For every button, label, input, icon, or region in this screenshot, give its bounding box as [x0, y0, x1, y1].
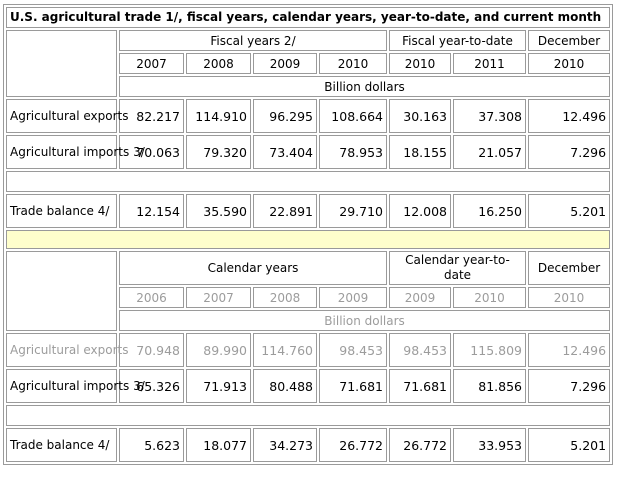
data-cell: 81.856: [453, 369, 526, 403]
data-cell: 73.404: [253, 135, 317, 169]
header-fiscal-years: Fiscal years 2/: [119, 30, 387, 51]
data-cell: 26.772: [389, 428, 451, 462]
data-cell: 16.250: [453, 194, 526, 228]
data-cell: 98.453: [319, 333, 387, 367]
data-cell: 18.155: [389, 135, 451, 169]
blank-row: [6, 171, 610, 192]
row-label: Agricultural imports 3/: [6, 135, 117, 169]
header-december: December: [528, 30, 610, 51]
data-cell: 114.760: [253, 333, 317, 367]
table-title: U.S. agricultural trade 1/, fiscal years, calendar years, year-to-date, and current month: [6, 7, 610, 28]
data-cell: 79.320: [186, 135, 251, 169]
data-cell: 70.063: [119, 135, 184, 169]
header-calendar-years: Calendar years: [119, 251, 387, 285]
data-cell: 12.008: [389, 194, 451, 228]
unit-label: Billion dollars: [119, 310, 610, 331]
blank-row: [6, 405, 610, 426]
row-label: Agricultural imports 3/: [6, 369, 117, 403]
year-header: 2009: [253, 53, 317, 74]
data-cell: 37.308: [453, 99, 526, 133]
header-fiscal-year-to-date: Fiscal year-to-date: [389, 30, 526, 51]
data-cell: 71.681: [389, 369, 451, 403]
data-cell: 115.809: [453, 333, 526, 367]
data-cell: 26.772: [319, 428, 387, 462]
row-label: Agricultural exports: [6, 333, 117, 367]
data-cell: 5.201: [528, 194, 610, 228]
year-header: 2010: [319, 53, 387, 74]
section-separator: [6, 230, 610, 249]
data-cell: 7.296: [528, 135, 610, 169]
header-calendar-year-to-date: Calendar year-to-date: [389, 251, 526, 285]
year-header: 2010: [528, 287, 610, 308]
year-header: 2009: [319, 287, 387, 308]
data-cell: 5.201: [528, 428, 610, 462]
row-label: Agricultural exports: [6, 99, 117, 133]
trade-table-container: [3, 4, 611, 465]
year-header: 2007: [186, 287, 251, 308]
row-label: Trade balance 4/: [6, 428, 117, 462]
data-cell: 96.295: [253, 99, 317, 133]
year-header: 2011: [453, 53, 526, 74]
data-cell: 22.891: [253, 194, 317, 228]
year-header: 2010: [453, 287, 526, 308]
data-cell: 18.077: [186, 428, 251, 462]
year-header: 2007: [119, 53, 184, 74]
year-header: 2008: [253, 287, 317, 308]
data-cell: 12.496: [528, 99, 610, 133]
agricultural-trade-table: [3, 4, 613, 465]
data-cell: 34.273: [253, 428, 317, 462]
data-cell: 114.910: [186, 99, 251, 133]
year-header: 2006: [119, 287, 184, 308]
header-december: December: [528, 251, 610, 285]
year-header: 2010: [528, 53, 610, 74]
data-cell: 80.488: [253, 369, 317, 403]
data-cell: 35.590: [186, 194, 251, 228]
data-cell: 12.154: [119, 194, 184, 228]
data-cell: 71.681: [319, 369, 387, 403]
data-cell: 29.710: [319, 194, 387, 228]
data-cell: 98.453: [389, 333, 451, 367]
data-cell: 33.953: [453, 428, 526, 462]
unit-label: Billion dollars: [119, 76, 610, 97]
data-cell: 70.948: [119, 333, 184, 367]
corner-cell: [6, 251, 117, 331]
data-cell: 71.913: [186, 369, 251, 403]
data-cell: 5.623: [119, 428, 184, 462]
data-cell: 82.217: [119, 99, 184, 133]
data-cell: 12.496: [528, 333, 610, 367]
row-label: Trade balance 4/: [6, 194, 117, 228]
year-header: 2009: [389, 287, 451, 308]
corner-cell: [6, 30, 117, 97]
data-cell: 65.326: [119, 369, 184, 403]
year-header: 2010: [389, 53, 451, 74]
data-cell: 21.057: [453, 135, 526, 169]
data-cell: 7.296: [528, 369, 610, 403]
year-header: 2008: [186, 53, 251, 74]
data-cell: 30.163: [389, 99, 451, 133]
data-cell: 78.953: [319, 135, 387, 169]
data-cell: 89.990: [186, 333, 251, 367]
data-cell: 108.664: [319, 99, 387, 133]
